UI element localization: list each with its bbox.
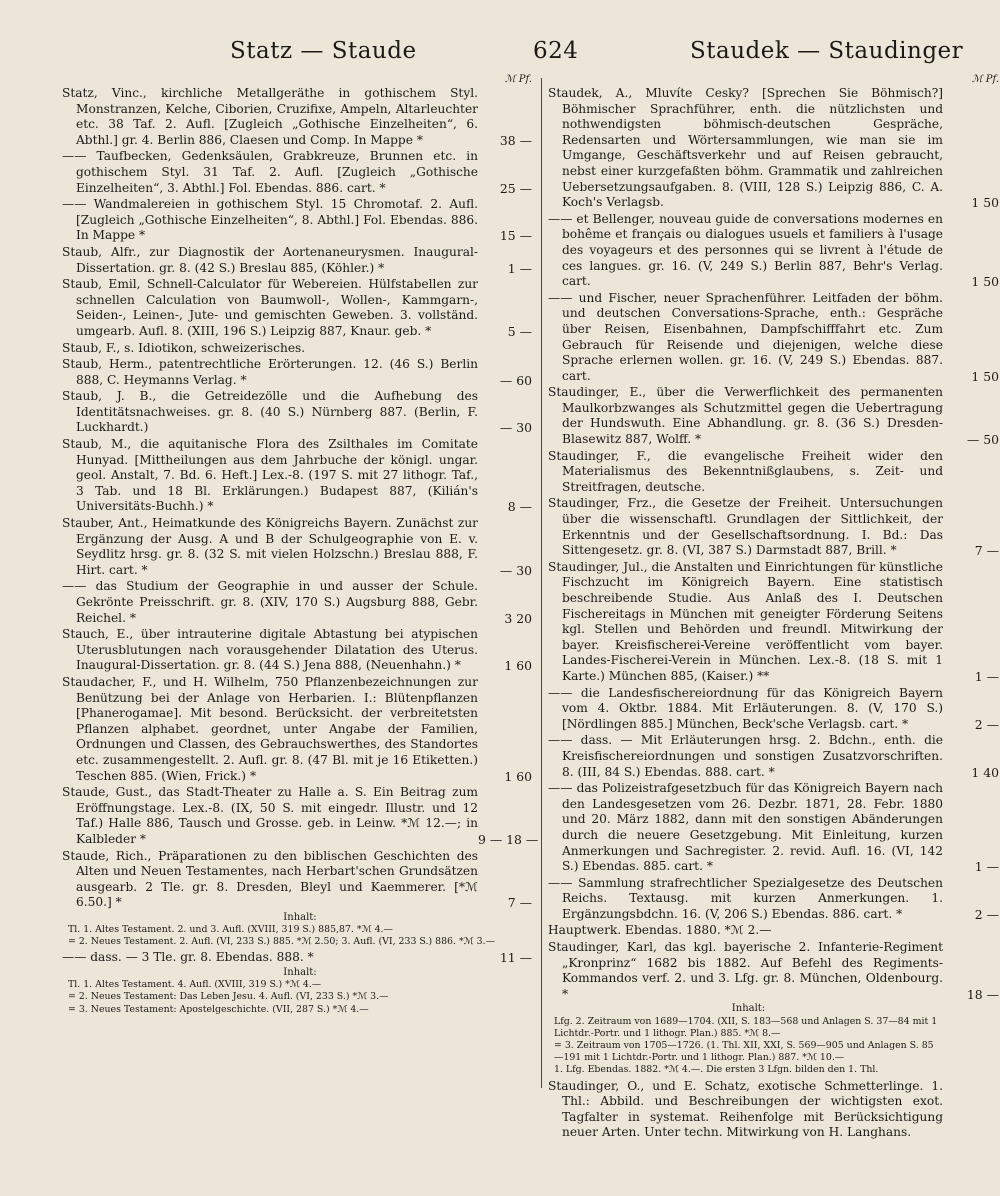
right-entry-list xyxy=(548,86,999,1002)
catalog-entry xyxy=(62,389,532,436)
left-column xyxy=(62,74,539,1018)
catalog-entry xyxy=(62,149,532,196)
catalog-entry xyxy=(62,675,532,784)
entry-text: Statz, Vinc., kirchliche Metallgeräthe in gothischem Styl. Monstranzen, Kelche, Ciborien, Cruzifixe, Ampeln, Altarleuchter etc. 38 Taf. 2. Aufl. [Zugleich „Gothische Einzelheiten“, 6. Abthl.] gr. 4. Berlin 886, Claesen und Comp. In Mappe * xyxy=(62,86,478,147)
entry-text: Staub, Emil, Schnell-Calculator für Webereien. Hülfstabellen zur schnellen Calculation von Baumwoll-, Wollen-, Kammgarn-, Seiden-, Leinen-, Jute- und gemischten Geweben. 3. vollständ. umgearb. Aufl. 8. (XIII, 196 S.) Leipzig 887, Knaur. geb. * xyxy=(62,277,478,338)
entry-text: Hauptwerk. Ebendas. 1880. *ℳ 2.— xyxy=(548,923,772,938)
catalog-entry xyxy=(62,357,532,388)
entry-text: Staudinger, Karl, das kgl. bayerische 2. Infanterie-Regiment „Kronprinz“ 1682 bis 1882. Auf Befehl des Regiments-Kommandos verf. 2. und 3. Lfg. gr. 8. München, Oldenbourg. * xyxy=(548,940,943,1001)
contents-heading: Inhalt: xyxy=(731,1003,766,1015)
entry-text: —— et Bellenger, nouveau guide de conversations modernes en bohême et français ou dialogues usuels et familiers à l'usage des voyageurs et des personnes qui se livrent à l'étude de ces langues. gr. 16. (V, 249 S.) Berlin 887, Behr's Verlag. cart. xyxy=(548,211,943,289)
entry-price: 2 — xyxy=(974,716,999,732)
entry-text: —— Wandmalereien in gothischem Styl. 15 Chromotaf. 2. Aufl. [Zugleich „Gothische Einzelheiten“, 8. Abthl.] Fol. Ebendas. 886. In Mappe * xyxy=(62,197,478,243)
entry-price: 1 50 xyxy=(971,274,999,290)
catalog-entry xyxy=(62,197,532,244)
catalog-entry xyxy=(548,496,999,559)
contents-line: = 2. Neues Testament: Das Leben Jesu. 4. Aufl. (VI, 233 S.) *ℳ 3.— xyxy=(68,991,389,1003)
catalog-entry xyxy=(548,385,999,448)
entry-price: — 60 xyxy=(499,372,532,388)
contents-line: Lfg. 2. Zeitraum von 1689—1704. (XII, S. 183—568 und Anlagen S. 37—84 mit 1 Lichtdr.-Portr. und 1 lithogr. Plan.) 885. *ℳ 8.— xyxy=(554,1015,938,1039)
entry-text: —— dass. — Mit Erläuterungen hrsg. 2. Bdchn., enth. die Kreisfischereiordnungen und sonstigen Zusatzvorschriften. 8. (III, 84 S.) Ebendas. 888. cart. * xyxy=(548,733,943,779)
entry-text: Staudinger, Frz., die Gesetze der Freiheit. Untersuchungen über die wissenschaftl. Grundlagen der Sittlichkeit, der Erkenntnis und der Gesellschaftsordnung. I. Bd.: Das Sittengesetz. gr. 8. (VI, 387 S.) Darmstadt 887, Brill. * xyxy=(548,496,943,558)
currency-label-right: ℳ Pf. xyxy=(971,74,999,85)
contents-heading: Inhalt: xyxy=(283,967,317,979)
entry-text: Staude, Rich., Präparationen zu den biblischen Geschichten des Alten und Neuen Testamentes, nach Herbart'schen Grundsätzen ausgearb. 2 Tle. gr. 8. Dresden, Bleyl und Kaemmerer. [*ℳ 6.50.] * xyxy=(62,848,478,910)
staudinger-contents xyxy=(548,1003,943,1076)
entry-text: Staub, Alfr., zur Diagnostik der Aortenaneurysmen. Inaugural-Dissertation. gr. 8. (42 S.) Breslau 885, (Köhler.) * xyxy=(62,244,478,275)
running-head-right: Staudek — Staudinger xyxy=(690,38,964,64)
contents-line: Tl. 1. Altes Testament. 2. und 3. Aufl. (XVIII, 319 S.) 885,87. *ℳ 4.— xyxy=(68,924,393,936)
contents-line: Tl. 1. Altes Testament. 4. Aufl. (XVIII, 319 S.) *ℳ 4.— xyxy=(68,979,322,991)
entry-price: 1 40 xyxy=(971,764,999,780)
right-column xyxy=(548,74,999,1142)
entry-text: Staub, Herm., patentrechtliche Erörterungen. 12. (46 S.) Berlin 888, C. Heymanns Verlag. * xyxy=(62,357,478,387)
entry-price: 18 — xyxy=(966,986,999,1002)
contents-line: = 3. Zeitraum von 1705—1726. (1. Thl. XII, XXI, S. 569—905 und Anlagen S. 85—191 mit 1 Lichtdr.-Portr. und 1 lithogr. Plan.) 887. *ℳ 10.— xyxy=(554,1040,934,1064)
entry-price: — 50 xyxy=(966,432,999,448)
entry-text: —— und Fischer, neuer Sprachenführer. Leitfaden der böhm. und deutschen Conversations-Sprache, enth.: Gespräche über Reisen, Eisenbahnen, Dampfschifffahrt etc. Zum Gebrauch für Reisende und diejenigen, welche diese Sprache erlernen wollen. gr. 16. (V, 249 S.) Ebendas. 887. cart. xyxy=(548,290,943,383)
contents-heading: Inhalt: xyxy=(283,911,317,923)
catalog-entry xyxy=(62,277,532,339)
entry-text: Staudek, A., Mluvíte Cesky? [Sprechen Sie Böhmisch?] Böhmischer Sprachführer, enth. die nützlichsten und nothwendigsten böhmisch-deutschen Gespräche, Redensarten und Wörtersammlungen, wie man sie im Umgange, Geschäftsverkehr und auf Reisen gebraucht, nebst einer kurzgefaßten böhm. Grammatik und zahlreichen Uebersetzungsaufgaben. 8. (VIII, 128 S.) Leipzig 886, C. A. Koch's Verlagsb. xyxy=(548,86,943,210)
entry-text: —— dass. — 3 Tle. gr. 8. Ebendas. 888. * xyxy=(62,950,314,965)
entry-text: —— das Studium der Geographie in und ausser der Schule. Gekrönte Preisschrift. gr. 8. (XIV, 170 S.) Augsburg 888, Gebr. Reichel. * xyxy=(62,579,478,625)
staude-contents-1 xyxy=(62,912,532,949)
contents-line: = 2. Neues Testament. 2. Aufl. (VI, 233 S.) 885. *ℳ 2.50; 3. Aufl. (VI, 233 S.) 886. *ℳ 3.— xyxy=(68,936,495,948)
entry-text: Staudinger, E., über die Verwerflichkeit des permanenten Maulkorbzwanges als Schutzmittel gegen die Uebertragung der Hundswuth. Eine Abhandlung. gr. 8. (36 S.) Dresden-Blasewitz 887, Wolff. * xyxy=(548,385,943,447)
contents-line: = 3. Neues Testament: Apostelgeschichte. (VII, 287 S.) *ℳ 4.— xyxy=(68,1003,369,1015)
entry-text: Staub, M., die aquitanische Flora des Zsilthales im Comitate Hunyad. [Mittheilungen aus dem Jahrbuche der königl. ungar. geol. Anstalt, 7. Bd. 6. Heft.] Lex.-8. (197 S. mit 27 lithogr. Taf., 3 Tab. und 18 Bl. Erklärungen.) Budapest 887, (Kilián's Universitäts-Buchh.) * xyxy=(62,437,478,514)
entry-price: 1 60 xyxy=(504,658,532,674)
catalog-entry xyxy=(548,923,943,939)
entry-price: 1 — xyxy=(974,859,999,875)
entry-price: 1 60 xyxy=(504,768,532,784)
catalog-entry xyxy=(62,516,532,578)
catalog-entry xyxy=(62,579,532,626)
catalog-entry xyxy=(62,849,532,911)
left-entry-list xyxy=(62,86,539,911)
catalog-entry xyxy=(62,437,532,515)
catalog-entry xyxy=(62,785,539,847)
entry-text: Stauch, E., über intrauterine digitale Abtastung bei atypischen Uterusblutungen nach vorausgehender Dilatation des Uterus. Inaugural-Dissertation. gr. 8. (44 S.) Jena 888, (Neuenhahn.) * xyxy=(62,627,478,673)
page-number: 624 xyxy=(533,38,579,64)
entry-price: — 30 xyxy=(499,420,532,436)
contents-line: 1. Lfg. Ebendas. 1882. *ℳ 4.—. Die ersten 3 Lfgn. bilden den 1. Thl. xyxy=(554,1064,879,1076)
catalog-entry xyxy=(548,1079,943,1141)
entry-text: Staudinger, F., die evangelische Freiheit wider den Materialismus des Bekenntnißglaubens, s. Zeit- und Streitfragen, deutsche. xyxy=(548,448,943,494)
entry-price: 25 — xyxy=(499,180,532,196)
entry-price: 1 — xyxy=(507,260,532,276)
page-header xyxy=(0,38,1000,72)
entry-text: —— Sammlung strafrechtlicher Spezialgesetze des Deutschen Reichs. Textausg. mit kurzen Anmerkungen. 1. Ergänzungsbdchn. 16. (V, 206 S.) Ebendas. 886. cart. * xyxy=(548,875,943,921)
entry-price: 9 — 18 — xyxy=(478,831,539,847)
entry-text: Stauber, Ant., Heimatkunde des Königreichs Bayern. Zunächst zur Ergänzung der Ausg. A und B der Schulgeographie von E. v. Seydlitz hrsg. gr. 8. (32 S. mit vielen Holzschn.) Breslau 888, F. Hirt. cart. * xyxy=(62,516,478,577)
entry-price: — 30 xyxy=(499,562,532,578)
entry-price: 7 — xyxy=(507,895,532,911)
catalog-entry xyxy=(62,245,532,276)
entry-text: —— das Polizeistrafgesetzbuch für das Königreich Bayern nach den Landesgesetzen vom 26. Dezbr. 1871, 28. Febr. 1880 und 20. März 1882, dann mit den sonstigen Abänderungen durch die neuere Gesetzgebung. Mit Einleitung, kurzen Anmerkungen und Sachregister. 2. revid. Aufl. 16. (VI, 142 S.) Ebendas. 885. cart. * xyxy=(548,781,943,874)
entry-price: 2 — xyxy=(974,906,999,922)
entry-price: 5 — xyxy=(507,323,532,339)
entry-price: 15 — xyxy=(499,228,532,244)
entry-price: 1 50 xyxy=(971,368,999,384)
entry-price: 8 — xyxy=(507,499,532,515)
catalog-entry xyxy=(548,685,999,733)
catalog-entry xyxy=(62,950,532,966)
entry-text: Staudinger, O., und E. Schatz, exotische Schmetterlinge. 1. Thl.: Abbild. und Beschreibungen der wichtigsten exot. Tagfalter in systemat. Reihenfolge mit Berücksichtigung neuer Arten. Unter techn. Mitwirkung von H. Langhans. xyxy=(548,1078,943,1140)
catalog-entry xyxy=(62,627,532,674)
catalog-entry xyxy=(548,290,999,385)
entry-text: —— Taufbecken, Gedenksäulen, Grabkreuze, Brunnen etc. in gothischem Styl. 31 Taf. 2. Aufl. [Zugleich „Gothische Einzelheiten“, 3. Abthl.] Fol. Ebendas. 886. cart. * xyxy=(62,149,478,195)
staude-contents-2 xyxy=(62,967,532,1016)
catalog-entry xyxy=(548,86,999,211)
catalog-entry xyxy=(548,449,943,496)
currency-label-left: ℳ Pf. xyxy=(504,74,532,85)
entry-price: 3 20 xyxy=(504,610,532,626)
entry-text: Staub, J. B., die Getreidezölle und die Aufhebung des Identitätsnachweises. gr. 8. (40 S.) Nürnberg 887. (Berlin, F. Luckhardt.) xyxy=(62,389,478,435)
entry-price: 1 — xyxy=(974,668,999,684)
running-head-left: Statz — Staude xyxy=(230,38,417,64)
entry-text: —— die Landesfischereiordnung für das Königreich Bayern vom 4. Oktbr. 1884. Mit Erläuterungen. 8. (V, 170 S.) [Nördlingen 885.] München, Beck'sche Verlagsb. cart. * xyxy=(548,685,943,731)
entry-price: 7 — xyxy=(974,543,999,559)
catalog-entry xyxy=(548,940,999,1002)
entry-text: Staudacher, F., und H. Wilhelm, 750 Pflanzenbezeichnungen zur Benützung bei der Anlage von Herbarien. I.: Blütenpflanzen [Phanerogamae]. Mit besond. Berücksicht. der verbreitetsten Pflanzen alphabet. geordnet, unter Angabe der Familien, Ordnungen und Classen, des Gebrauchswerthes, des Standortes etc. zusammengestellt. 2. Aufl. gr. 8. (47 Bl. mit je 16 Etiketten.) Teschen 885. (Wien, Frick.) * xyxy=(62,674,478,783)
entry-price: 11 — xyxy=(499,950,532,966)
column-divider xyxy=(541,78,542,1088)
entry-price: 38 — xyxy=(499,132,532,148)
catalog-entry xyxy=(548,781,999,875)
catalog-entry xyxy=(548,211,999,290)
entry-text: Staude, Gust., das Stadt-Theater zu Halle a. S. Ein Beitrag zum Eröffnungstage. Lex.-8. (IX, 50 S. mit eingedr. Illustr. und 12 Taf.) Halle 886, Tausch und Grosse. geb. in Leinw. *ℳ 12.—; in Kalbleder * xyxy=(62,785,478,846)
catalog-entry xyxy=(62,341,532,357)
catalog-entry xyxy=(548,733,999,780)
entry-price: 1 50 xyxy=(971,195,999,211)
entry-text: Staudinger, Jul., die Anstalten und Einrichtungen für künstliche Fischzucht im Königreich Bayern. Eine statistisch beschreibende Studie. Aus Anlaß des I. Deutschen Fischereitags in München mit geneigter Förderung Seitens kgl. Stellen und Behörden und freundl. Mitwirkung der bayer. Kreisfischerei-Vereine veröffentlicht vom bayer. Landes-Fischerei-Verein in München. Lex.-8. (18 S. mit 1 Karte.) München 885, (Kaiser.) ** xyxy=(548,559,943,683)
catalog-entry xyxy=(548,559,999,685)
catalog-entry xyxy=(548,875,999,923)
catalog-entry xyxy=(62,86,532,148)
entry-text: Staub, F., s. Idiotikon, schweizerisches. xyxy=(62,340,306,355)
